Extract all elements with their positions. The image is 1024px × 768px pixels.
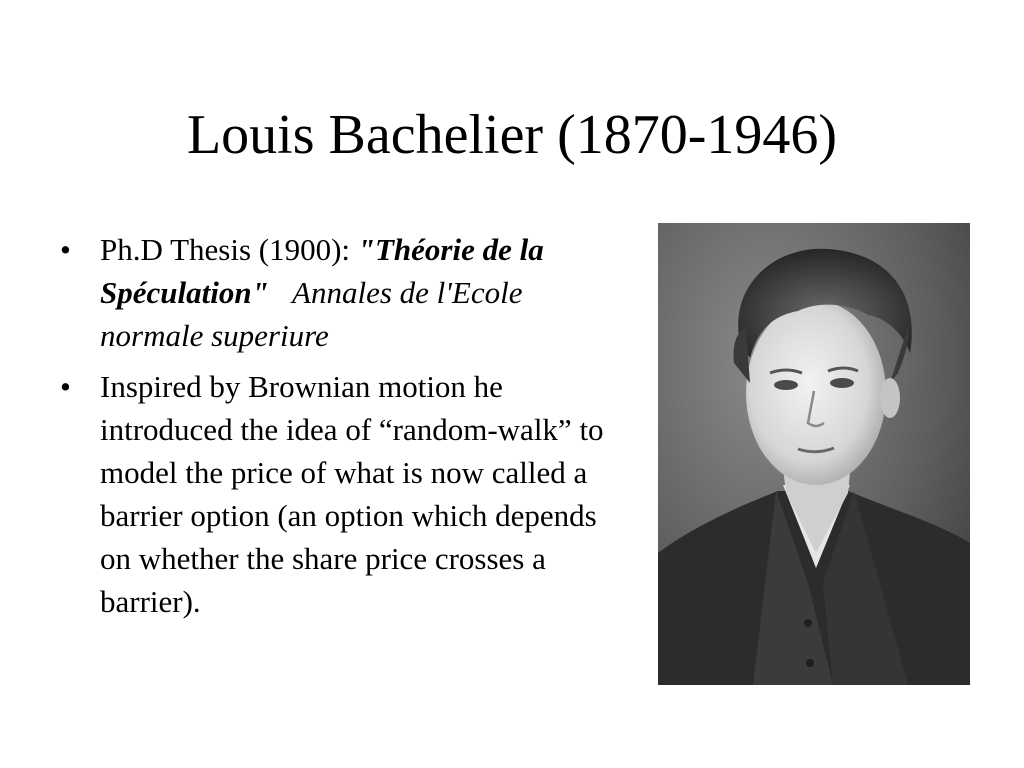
thesis-journal: Annales de l'Ecole normale superiure <box>100 275 523 353</box>
bullet-random-walk <box>58 365 618 623</box>
thesis-title: "Théorie de la Spéculation" <box>100 232 544 310</box>
bullet-marker: • <box>60 369 71 404</box>
portrait-image <box>658 223 970 685</box>
bullet-marker: • <box>60 232 71 267</box>
portrait-photo <box>658 223 970 685</box>
bullet-list <box>58 228 618 631</box>
bullet-thesis <box>58 228 618 357</box>
slide-title: Louis Bachelier (1870-1946) <box>186 104 838 166</box>
thesis-gap <box>269 275 292 310</box>
thesis-lead: Ph.D Thesis (1900): <box>100 232 358 267</box>
random-walk-text: Inspired by Brownian motion he introduced the idea of “random-walk” to model the price of what is now called a barrier option (an option which depends on whether the share price crosses a barrier). <box>100 369 604 619</box>
